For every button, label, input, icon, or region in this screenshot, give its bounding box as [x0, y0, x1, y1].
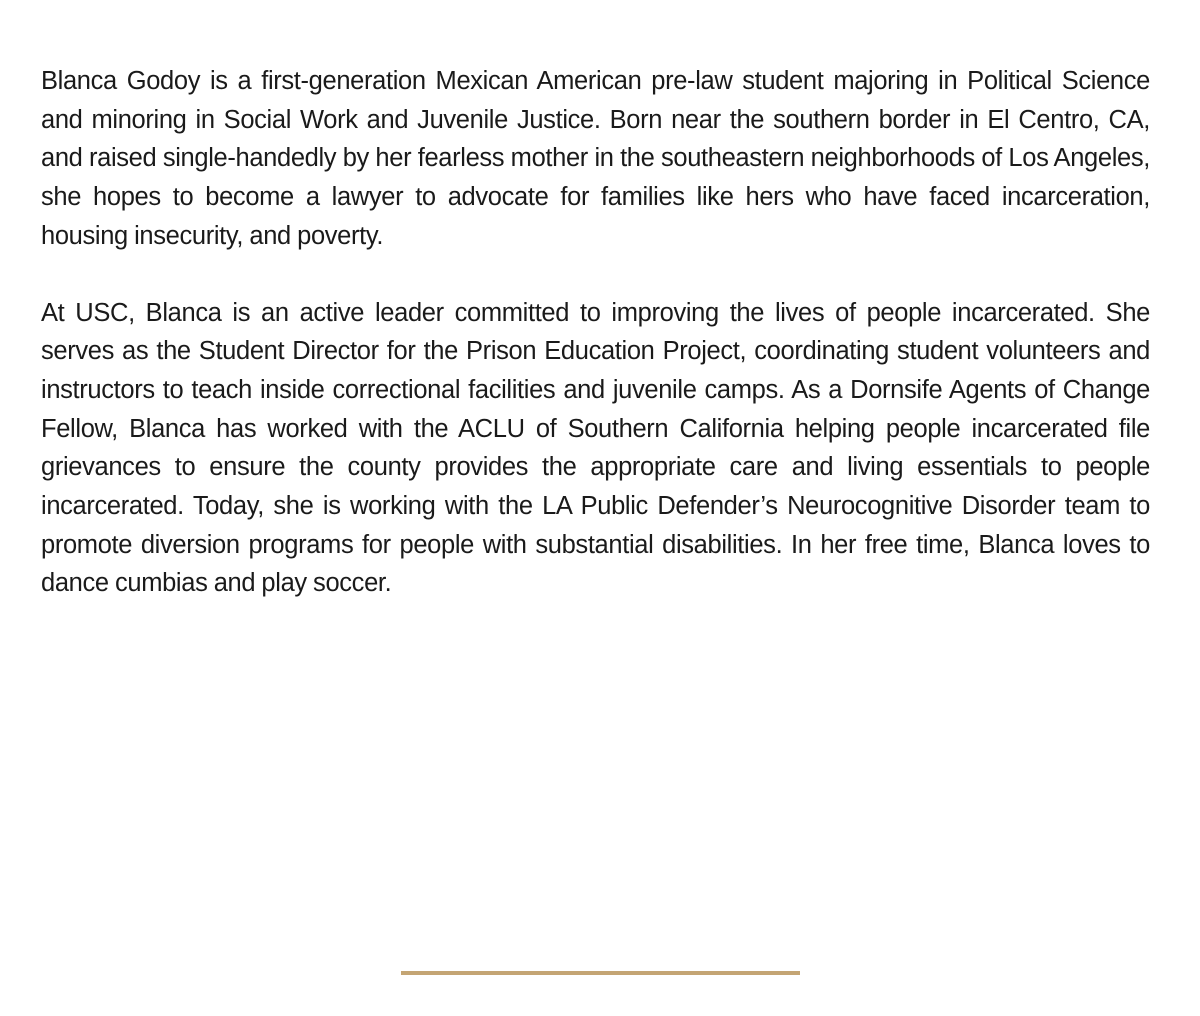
bio-paragraph-intro: Blanca Godoy is a first-generation Mexican American pre-law student majoring in Political Science and minoring in Social Work and Juvenile Justice. Born near the southern border in El Centro, CA, and raised single-handedly by her fearless mother in the southeastern neighborhoods of Los Angeles, she hopes to become a lawyer to advocate for families like hers who have faced incarceration, housing insecurity, and poverty. — [41, 67, 1150, 250]
bio-section — [41, 62, 1150, 603]
bio-paragraph-usc: At USC, Blanca is an active leader committed to improving the lives of people incarcerated. She serves as the Student Director for the Prison Education Project, coordinating student volunteers and instructors to teach inside correctional facilities and juvenile camps. As a Dornsife Agents of Change Fellow, Blanca has worked with the ACLU of Southern California helping people incarcerated file grievances to ensure the county provides the appropriate care and living essentials to people incarcerated. Today, she is working with the LA Public Defender’s Neurocognitive Disorder team to promote diversion programs for people with substantial disabilities. In her free time, Blanca loves to dance cumbias and play soccer. — [41, 298, 1150, 598]
decorative-divider — [401, 971, 800, 975]
